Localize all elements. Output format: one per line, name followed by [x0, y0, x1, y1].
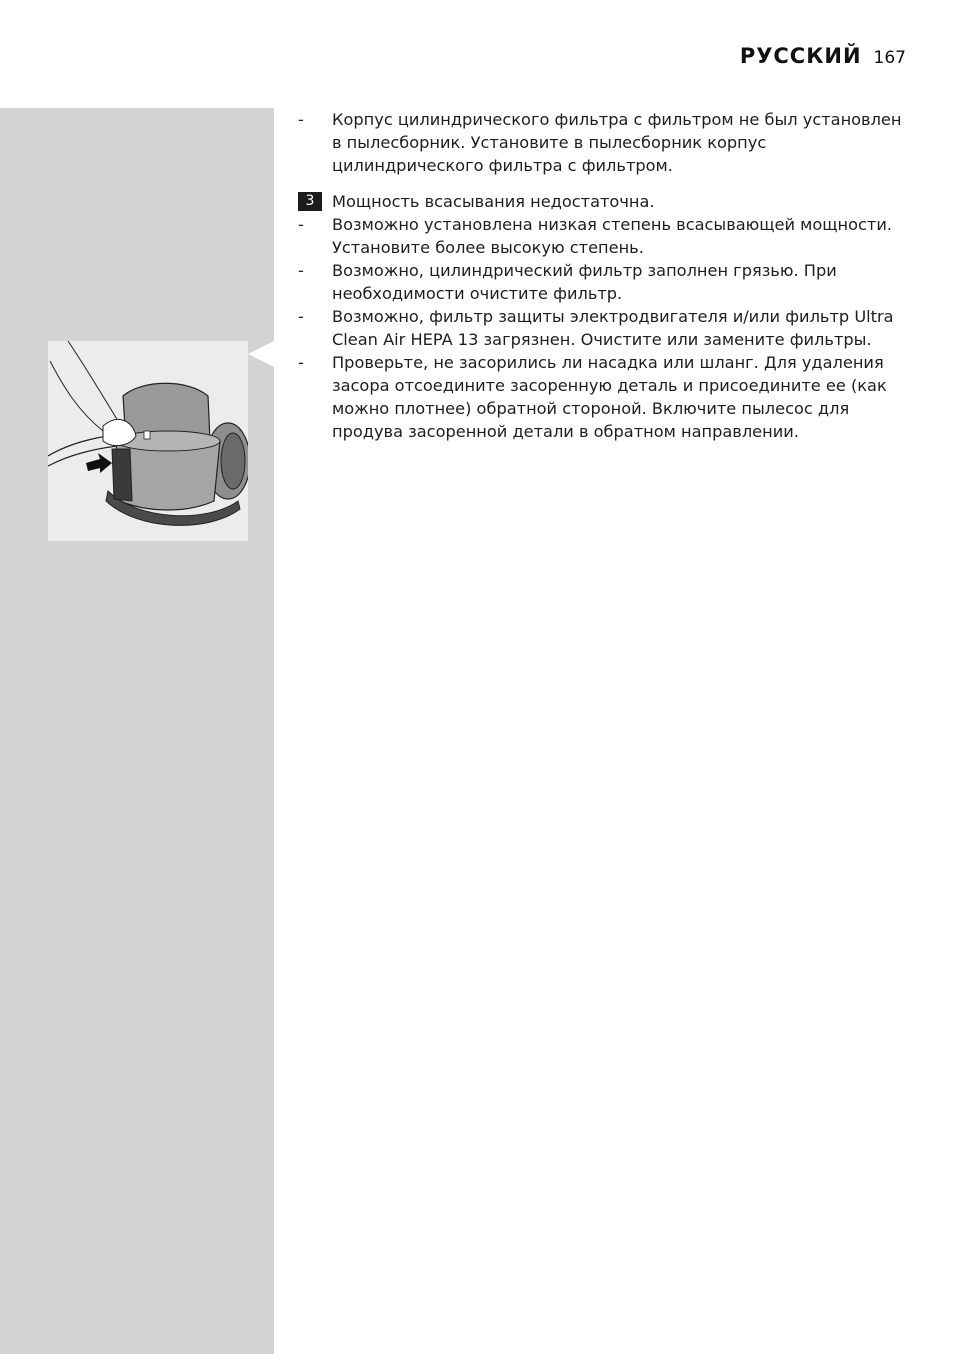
list-marker: -	[298, 110, 304, 129]
list-item	[298, 351, 908, 443]
vacuum-cleaner-drawing	[48, 341, 248, 541]
step-heading	[298, 190, 908, 213]
list-marker: -	[298, 215, 304, 234]
list-item	[298, 213, 908, 259]
list-marker: -	[298, 307, 304, 326]
step-number-badge: 3	[298, 192, 322, 211]
list-item	[298, 108, 908, 177]
language-title: РУССКИЙ	[739, 44, 862, 68]
page-number: 167	[873, 48, 906, 68]
list-item-text: Возможно, цилиндрический фильтр заполнен грязью. При необходимости очистите фильтр.	[332, 261, 837, 303]
sidebar-panel	[0, 108, 274, 1354]
list-marker: -	[298, 353, 304, 372]
list-item-text: Корпус цилиндрического фильтра с фильтром не был установлен в пылесборник. Установите в пылесборник корпус цилиндрического фильтра с фильтром.	[332, 110, 902, 175]
main-content	[298, 108, 908, 443]
list-item-text: Проверьте, не засорились ли насадка или шланг. Для удаления засора отсоедините засоренную деталь и присоедините ее (как можно плотнее) обратной стороной. Включите пылесос для продува засоренной детали в обратном направлении.	[332, 353, 887, 441]
step-title: Мощность всасывания недостаточна.	[332, 192, 655, 211]
list-item-text: Возможно, фильтр защиты электродвигателя и/или фильтр Ultra Clean Air HEPA 13 загрязнен. Очистите или замените фильтры.	[332, 307, 894, 349]
list-marker: -	[298, 261, 304, 280]
vacuum-illustration	[48, 341, 248, 541]
list-item-text: Возможно установлена низкая степень всасывающей мощности. Установите более высокую степень.	[332, 215, 892, 257]
list-item	[298, 259, 908, 305]
figure-pointer	[248, 341, 274, 367]
list-item	[298, 305, 908, 351]
page-header	[740, 44, 906, 68]
